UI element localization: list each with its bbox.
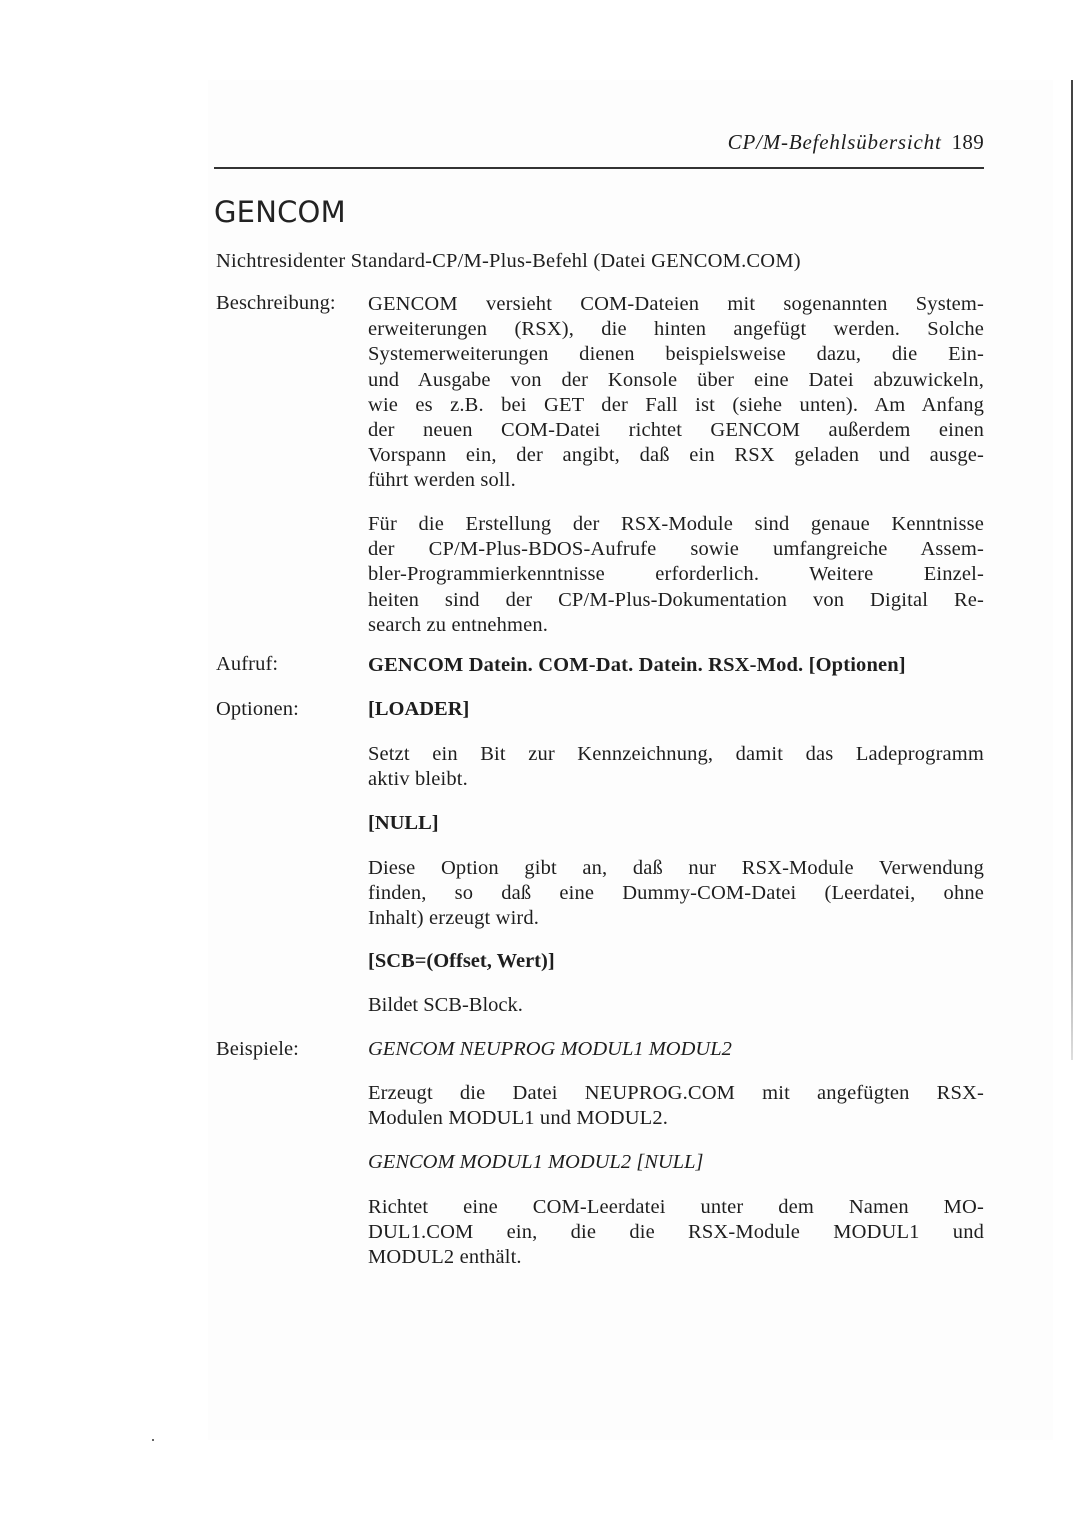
text-line: führt werden soll. — [368, 469, 516, 492]
text-line: Inhalt) erzeugt wird. — [368, 907, 540, 930]
text-line: Vorspann ein, der angibt, daß ein RSX geladen und ausge- — [368, 444, 984, 467]
option-desc-null — [368, 856, 984, 932]
text-line: Systemerweiterungen dienen beispielsweise dazu, die Ein- — [368, 343, 984, 366]
text-line: wie es z.B. bei GET der Fall ist (siehe unten). Am Anfang — [368, 393, 984, 416]
text-line: der neuen COM-Datei richtet GENCOM außerdem einen — [368, 419, 984, 442]
running-header — [216, 130, 984, 155]
text-line: erweiterungen (RSX), die hinten angefügt werden. Solche — [368, 318, 984, 341]
call-label: Aufruf: — [216, 653, 279, 675]
page-number: 189 — [951, 130, 984, 154]
description-paragraph-2 — [368, 512, 984, 638]
text-line: Modulen MODUL1 und MODUL2. — [368, 1107, 668, 1130]
option-name-scb: [SCB=(Offset, Wert)] — [368, 950, 555, 972]
text-line: Setzt ein Bit zur Kennzeichnung, damit das Ladeprogramm — [368, 743, 984, 765]
examples-label: Beispiele: — [216, 1038, 299, 1060]
text-line: und Ausgabe von der Konsole über eine Datei abzuwickeln, — [368, 368, 984, 391]
text-line: Erzeugt die Datei NEUPROG.COM mit angefügten RSX- — [368, 1082, 984, 1104]
text-line: aktiv bleibt. — [368, 768, 468, 791]
command-subtitle: Nichtresidenter Standard-CP/M-Plus-Befehl (Datei GENCOM.COM) — [216, 250, 801, 272]
text-line: Diese Option gibt an, daß nur RSX-Module Verwendung — [368, 857, 984, 879]
example-command-2: GENCOM MODUL1 MODUL2 [NULL] — [368, 1151, 704, 1173]
example-desc-2 — [368, 1195, 984, 1271]
text-line: GENCOM versieht COM-Dateien mit sogenannten System- — [368, 293, 984, 315]
call-syntax-block — [368, 653, 984, 678]
text-line: der CP/M-Plus-BDOS-Aufrufe sowie umfangreiche Assem- — [368, 538, 984, 561]
command-heading: GENCOM — [214, 195, 346, 229]
example-desc-1 — [368, 1081, 984, 1131]
call-syntax: GENCOM Datein. COM-Dat. Datein. RSX-Mod. [Optionen] — [368, 654, 906, 676]
text-line: heiten sind der CP/M-Plus-Dokumentation von Digital Re- — [368, 588, 984, 611]
scan-speck — [152, 1439, 154, 1441]
options-label: Optionen: — [216, 698, 299, 720]
description-label: Beschreibung: — [216, 292, 336, 314]
text-line: finden, so daß eine Dummy-COM-Datei (Leerdatei, ohne — [368, 882, 984, 905]
option-name-loader: [LOADER] — [368, 698, 470, 720]
option-desc-scb: Bildet SCB-Block. — [368, 994, 523, 1016]
option-desc-loader — [368, 742, 984, 792]
description-paragraph-1 — [368, 292, 984, 494]
text-line: Für die Erstellung der RSX-Module sind genaue Kenntnisse — [368, 513, 984, 535]
text-line: DUL1.COM ein, die die RSX-Module MODUL1 und — [368, 1221, 984, 1244]
text-line: search zu entnehmen. — [368, 613, 549, 636]
running-title: CP/M-Befehlsübersicht — [727, 130, 942, 154]
header-rule — [214, 167, 984, 169]
example-command-1: GENCOM NEUPROG MODUL1 MODUL2 — [368, 1038, 732, 1060]
text-line: bler-Programmierkenntnisse erforderlich. Weitere Einzel- — [368, 563, 984, 586]
option-name-null: [NULL] — [368, 812, 439, 834]
text-line: Richtet eine COM-Leerdatei unter dem Namen MO- — [368, 1196, 984, 1218]
text-line: MODUL2 enthält. — [368, 1246, 522, 1269]
